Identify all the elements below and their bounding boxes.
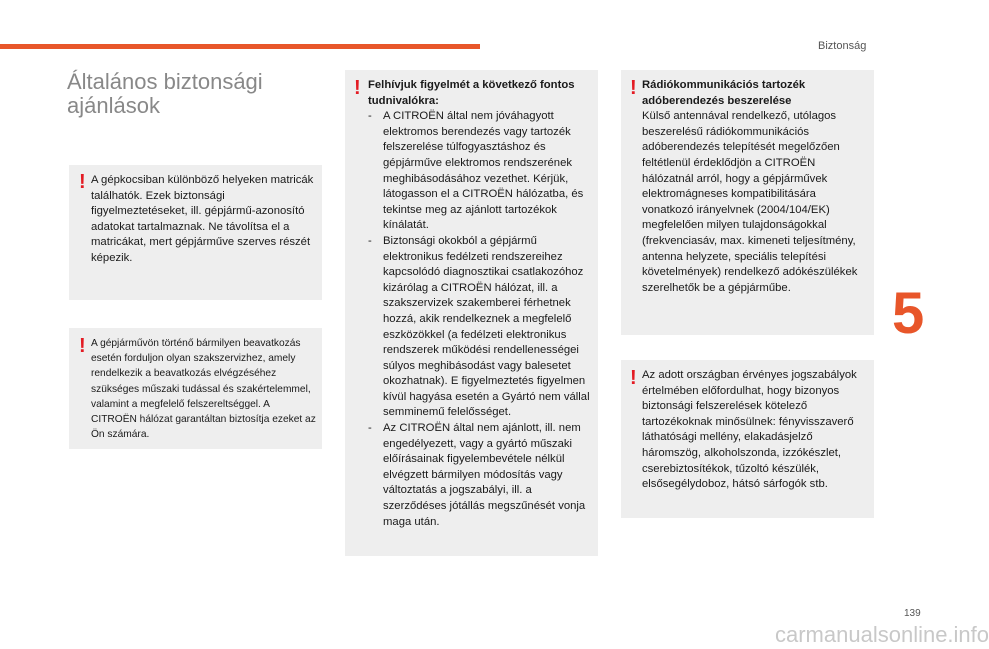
list-item-text: A CITROËN által nem jóváhagyott elektromos berendezés vagy tartozék felszerelése túlfogyasztáshoz és gépjárműve elektromos rendszerének meghibásodásához vezethet. Kérjük, látogasson el a CITROËN hálózatba, és tekintse meg az ajánlott tartozékok kínálatát. (383, 110, 584, 232)
list-item (368, 234, 594, 421)
warning-icon: ! (79, 171, 86, 193)
section-title: Biztonság (818, 40, 867, 52)
list-dash: - (368, 422, 372, 435)
equipment-text: Az adott országban érvényes jogszabályok értelmében előfordulhat, hogy bizonyos biztonsági felszerelések kötelező tartozékoknak minősülnek: fényvisszaverő láthatósági mellény, elakadásjelző háromszög, alkoholszonda, izzókészlet, cserebiztosítékok, tűzoltó készülék, elsősegélydoboz, hátsó sárfogók stb. (642, 369, 857, 491)
list-dash: - (368, 110, 372, 123)
notice-content (368, 78, 594, 530)
list-dash: - (368, 234, 372, 247)
list-item-text: Az CITROËN által nem ajánlott, ill. nem engedélyezett, vagy a gyártó műszaki előírásainak figyelembevétele nélkül elvégzett bármilyen módosítás vagy változtatás a jogszabályi, ill. a szerződéses jótállás megszűnését vonja maga után. (383, 422, 586, 528)
page-title (67, 70, 307, 118)
page-title-text: Általános biztonsági ajánlások (67, 69, 263, 118)
header-accent-bar (0, 44, 480, 49)
warning-icon: ! (79, 335, 86, 357)
page-number: 139 (904, 608, 921, 619)
radio-title: Rádiókommunikációs tartozék adóberendezés beszerelése (642, 79, 806, 107)
warning-icon: ! (630, 77, 637, 99)
list-item-text: Biztonsági okokból a gépjármű elektronikus fedélzeti rendszereihez kapcsolódó diagnosztikai csatlakozóhoz kizárólag a CITROËN hálózat, ill. a szakszervizek szakemberei férhetnek hozzá, akik rendelkeznek a megfelelő eszközökkel (a fedélzeti elektronikus rendszerek működési rendellenességei súlyos meghibásodást vagy balesetet okozhatnak). E figyelmeztetés figyelmen kívül hagyása esetén a Gyártó nem vállal semminemű felelősséget. (383, 234, 590, 419)
warning-icon: ! (354, 77, 361, 99)
watermark: carmanualsonline.info (775, 622, 989, 647)
radio-text: Külső antennával rendelkező, utólagos beszerelésű rádiókommunikációs adóberendezés telepítését megelőzően feltétlenül érdeklődjön a CITROËN hálózatnál arról, hogy a gépjárművek elektromágneses kompatibilitására vonatkozó irányelvnek (2004/104/EK) megfelelően milyen tulajdonságokkal (frekvenciasáv, max. kimeneti teljesítmény, antenna helyzete, speciális telepítési követelmények) rendelkező adókészülékek szerelhetők be a gépjárműbe. (642, 110, 858, 294)
chapter-number: 5 (892, 281, 925, 346)
stickers-text: A gépkocsiban különböző helyeken matricák találhatók. Ezek biztonsági figyelmeztetéseket, ill. gépjármű-azonosító adatokat tartalmaznak. Ne távolítsa el a matricákat, mert gépjárműve szerves részét képezik. (91, 174, 314, 264)
warning-icon: ! (630, 367, 637, 389)
radio-content (642, 78, 868, 296)
service-text: A gépjárművön történő bármilyen beavatkozás esetén forduljon olyan szakszervizhez, amely rendelkezik a beavatkozás elvégzéséhez szükséges műszaki tudással és szakértelemmel, valamint a megfelelő felszereltséggel. A CITROËN hálózat garantáltan biztosítja ezeket az Ön számára. (91, 338, 316, 441)
list-item (368, 421, 594, 530)
list-item (368, 109, 594, 234)
notice-title: Felhívjuk figyelmét a következő fontos tudnivalókra: (368, 79, 575, 107)
